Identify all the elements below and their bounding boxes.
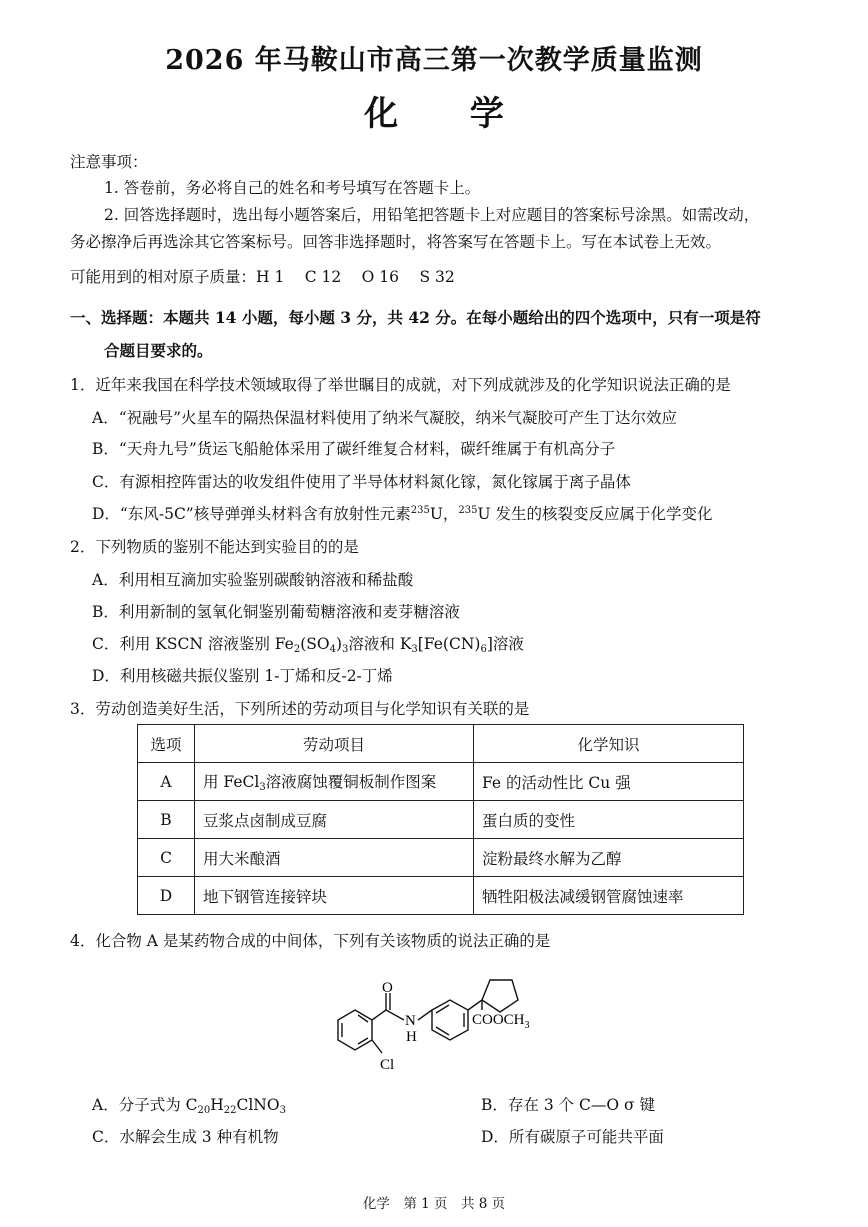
table-cell-project: 地下钢管连接锌块 xyxy=(195,877,474,915)
q3-stem: 3．劳动创造美好生活，下列所述的劳动项目与化学知识有关联的是 xyxy=(70,700,530,718)
q2-c-s5: 6 xyxy=(480,644,487,655)
table-cell-option: C xyxy=(138,839,195,877)
q4-a-s2: 22 xyxy=(223,1105,237,1116)
q2-c-2: (SO xyxy=(300,635,330,653)
table-header: 化学知识 xyxy=(474,725,744,763)
q2-option-b: B．利用新制的氢氧化铜鉴别葡萄糖溶液和麦芽糖溶液 xyxy=(92,603,460,621)
q2-c-3: ) xyxy=(335,635,343,653)
q4-option-c: C．水解会生成 3 种有机物 xyxy=(92,1128,279,1146)
q4-option-a xyxy=(92,1093,286,1116)
table-cell-option: A xyxy=(138,763,195,801)
table-cell-knowledge: 牺牲阳极法减缓钢管腐蚀速率 xyxy=(474,877,744,915)
q2-c-1: C．利用 KSCN 溶液鉴别 Fe xyxy=(92,635,294,653)
subject-title: 化 学 xyxy=(364,94,534,134)
q2-option-a: A．利用相互滴加实验鉴别碳酸钠溶液和稀盐酸 xyxy=(92,571,414,589)
amide-hydrogen-label: H xyxy=(406,1029,417,1045)
table-cell-project: 用大米酿酒 xyxy=(195,839,474,877)
q2-option-c xyxy=(92,632,524,655)
table-cell-knowledge: 淀粉最终水解为乙醇 xyxy=(474,839,744,877)
ester-sub: 3 xyxy=(524,1020,530,1031)
row-a-project-1: 用 FeCl xyxy=(203,773,260,791)
q2-c-4: 溶液和 K xyxy=(348,635,412,653)
q3-table xyxy=(137,724,744,915)
q4-option-b: B．存在 3 个 C—O σ 键 xyxy=(481,1096,656,1114)
q1-stem: 1．近年来我国在科学技术领域取得了举世瞩目的成就，对下列成就涉及的化学知识说法正确的是 xyxy=(70,376,731,394)
q2-c-5: [Fe(CN) xyxy=(417,635,481,653)
q4-structure-diagram xyxy=(300,965,600,1080)
page-footer: 化学 第 1 页 共 8 页 xyxy=(362,1196,506,1212)
chlorine-label: Cl xyxy=(380,1057,395,1073)
notice-item-1: 1. 答卷前，务必将自己的姓名和考号填写在答题卡上。 xyxy=(104,179,481,197)
table-row xyxy=(138,877,744,915)
q1-d-text-2: U 发生的核裂变反应属于化学变化 xyxy=(477,505,713,523)
q4-a-2: H xyxy=(210,1096,224,1114)
q4-a-s3: 3 xyxy=(279,1105,286,1116)
ester-group-label xyxy=(472,1012,530,1031)
table-row xyxy=(138,763,744,801)
ester-text: COOCH xyxy=(472,1012,525,1028)
notice-heading: 注意事项： xyxy=(70,153,148,171)
notice-item-2: 2. 回答选择题时，选出每小题答案后，用铅笔把答题卡上对应题目的答案标号涂黑。如需改动， xyxy=(104,206,760,224)
q2-c-s1: 2 xyxy=(293,644,301,655)
exam-title: 2026 年马鞍山市高三第一次教学质量监测 xyxy=(165,45,703,76)
q1-option-b: B．“天舟九号”货运飞船舱体采用了碳纤维复合材料，碳纤维属于有机高分子 xyxy=(92,440,616,458)
section1-line2: 合题目要求的。 xyxy=(104,341,213,360)
table-header: 劳动项目 xyxy=(195,725,474,763)
row-a-project-sub: 3 xyxy=(259,782,266,793)
q4-a-s1: 20 xyxy=(197,1105,211,1116)
table-cell-knowledge: 蛋白质的变性 xyxy=(474,801,744,839)
table-cell-project xyxy=(195,763,474,801)
table-header: 选项 xyxy=(138,725,195,763)
q1-option-a: A．“祝融号”火星车的隔热保温材料使用了纳米气凝胶，纳米气凝胶可产生丁达尔效应 xyxy=(92,409,678,427)
q4-a-1: A．分子式为 C xyxy=(92,1096,198,1114)
notice-item-2-cont: 务必擦净后再选涂其它答案标号。回答非选择题时，将答案写在答题卡上。写在本试卷上无效。 xyxy=(70,233,722,251)
row-a-project-2: 溶液腐蚀覆铜板制作图案 xyxy=(265,773,437,791)
q1-d-mass-2: 235 xyxy=(458,505,478,516)
q1-option-c: C．有源相控阵雷达的收发组件使用了半导体材料氮化镓，氮化镓属于离子晶体 xyxy=(92,473,631,491)
q1-option-d xyxy=(92,502,713,524)
carbonyl-oxygen-label: O xyxy=(382,980,393,996)
table-cell-option: B xyxy=(138,801,195,839)
q2-c-s2: 4 xyxy=(329,644,336,655)
q1-d-el: U， xyxy=(429,505,459,523)
q1-d-text-1: D．“东风-5C”核导弹弹头材料含有放射性元素 xyxy=(92,505,411,523)
table-cell-option: D xyxy=(138,877,195,915)
q4-option-d: D．所有碳原子可能共平面 xyxy=(481,1128,664,1146)
table-cell-knowledge: Fe 的活动性比 Cu 强 xyxy=(474,763,744,801)
q2-option-d: D．利用核磁共振仪鉴别 1-丁烯和反-2-丁烯 xyxy=(92,667,393,685)
atomic-masses: 可能用到的相对原子质量：H 1 C 12 O 16 S 32 xyxy=(70,268,455,286)
q4-stem: 4．化合物 A 是某药物合成的中间体，下列有关该物质的说法正确的是 xyxy=(70,932,551,950)
section1-line1: 一、选择题：本题共 14 小题，每小题 3 分，共 42 分。在每小题给出的四个选项中，只有一项是符 xyxy=(70,308,761,327)
table-cell-project: 豆浆点卤制成豆腐 xyxy=(195,801,474,839)
chlorophenyl-ring xyxy=(338,1010,372,1050)
table-row xyxy=(138,801,744,839)
q2-stem: 2．下列物质的鉴别不能达到实验目的的是 xyxy=(70,538,359,556)
table-row xyxy=(138,839,744,877)
q1-d-mass-1: 235 xyxy=(410,505,430,516)
phenylene-ring xyxy=(432,1000,468,1040)
q2-c-6: ]溶液 xyxy=(486,635,524,653)
q2-c-s4: 3 xyxy=(411,644,418,655)
q4-a-3: ClNO xyxy=(236,1096,280,1114)
q2-c-s3: 3 xyxy=(342,644,349,655)
amide-nitrogen-label: N xyxy=(405,1013,416,1029)
table-header-row xyxy=(138,725,744,763)
cyclopentane-ring xyxy=(482,980,518,1012)
